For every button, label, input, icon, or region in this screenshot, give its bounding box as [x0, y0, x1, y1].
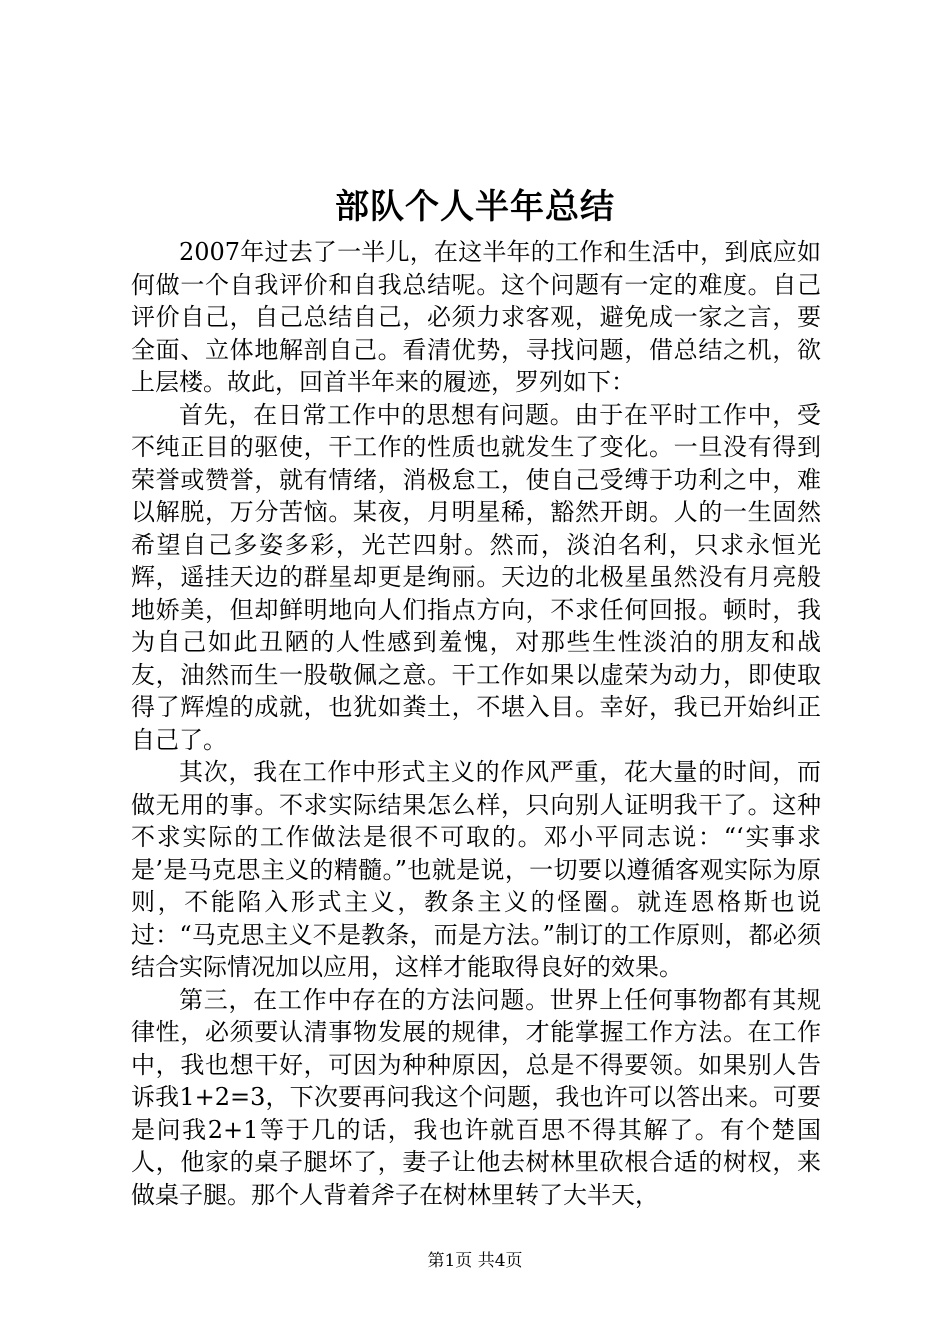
page-footer: 第1页 共4页	[427, 1251, 523, 1271]
paragraph-first-point: 首先，在日常工作中的思想有问题。由于在平时工作中，受不纯正目的驱使，干工作的性质也就发生了变化。一旦没有得到荣誉或赞誉，就有情绪，消极怠工，使自己受缚于功利之中，难以解脱，万分苦恼。某夜，月明星稀，豁然开朗。人的一生固然希望自己多姿多彩，光芒四射。然而，淡泊名利，只求永恒光辉，遥挂天边的群星却更是绚丽。天边的北极星虽然没有月亮般地娇美，但却鲜明地向人们指点方向，不求任何回报。顿时，我为自己如此丑陋的人性感到羞愧，对那些生性淡泊的朋友和战友，油然而生一股敬佩之意。干工作如果以虚荣为动力，即使取得了辉煌的成就，也犹如粪土，不堪入目。幸好，我已开始纠正自己了。	[131, 400, 821, 754]
paragraph-third-point: 第三，在工作中存在的方法问题。世界上任何事物都有其规律性，必须要认清事物发展的规律，才能掌握工作方法。在工作中，我也想干好，可因为种种原因，总是不得要领。如果别人告诉我1+2=3，下次要再问我这个问题，我也许可以答出来。可要是问我2+1等于几的话，我也许就百思不得其解了。有个楚国人，他家的桌子腿坏了，妻子让他去树林里砍根合适的树杈，来做桌子腿。那个人背着斧子在树林里转了大半天，	[131, 985, 821, 1209]
paragraph-intro: 2007年过去了一半儿，在这半年的工作和生活中，到底应如何做一个自我评价和自我总结呢。这个问题有一定的难度。自己评价自己，自己总结自己，必须力求客观，避免成一家之言，要全面、立体地解剖自己。看清优势，寻找问题，借总结之机，欲上层楼。故此，回首半年来的履迹，罗列如下：	[131, 238, 821, 396]
document-title: 部队个人半年总结	[335, 187, 615, 227]
document-body	[131, 236, 821, 1211]
paragraph-second-point: 其次，我在工作中形式主义的作风严重，花大量的时间，而做无用的事。不求实际结果怎么样，只向别人证明我干了。这种不求实际的工作做法是很不可取的。邓小平同志说：“‘实事求是’是马克思主义的精髓。”也就是说，一切要以遵循客观实际为原则，不能陷入形式主义，教条主义的怪圈。就连恩格斯也说过：“马克思主义不是教条，而是方法。”制订的工作原则，都必须结合实际情况加以应用，这样才能取得良好的效果。	[131, 758, 821, 981]
